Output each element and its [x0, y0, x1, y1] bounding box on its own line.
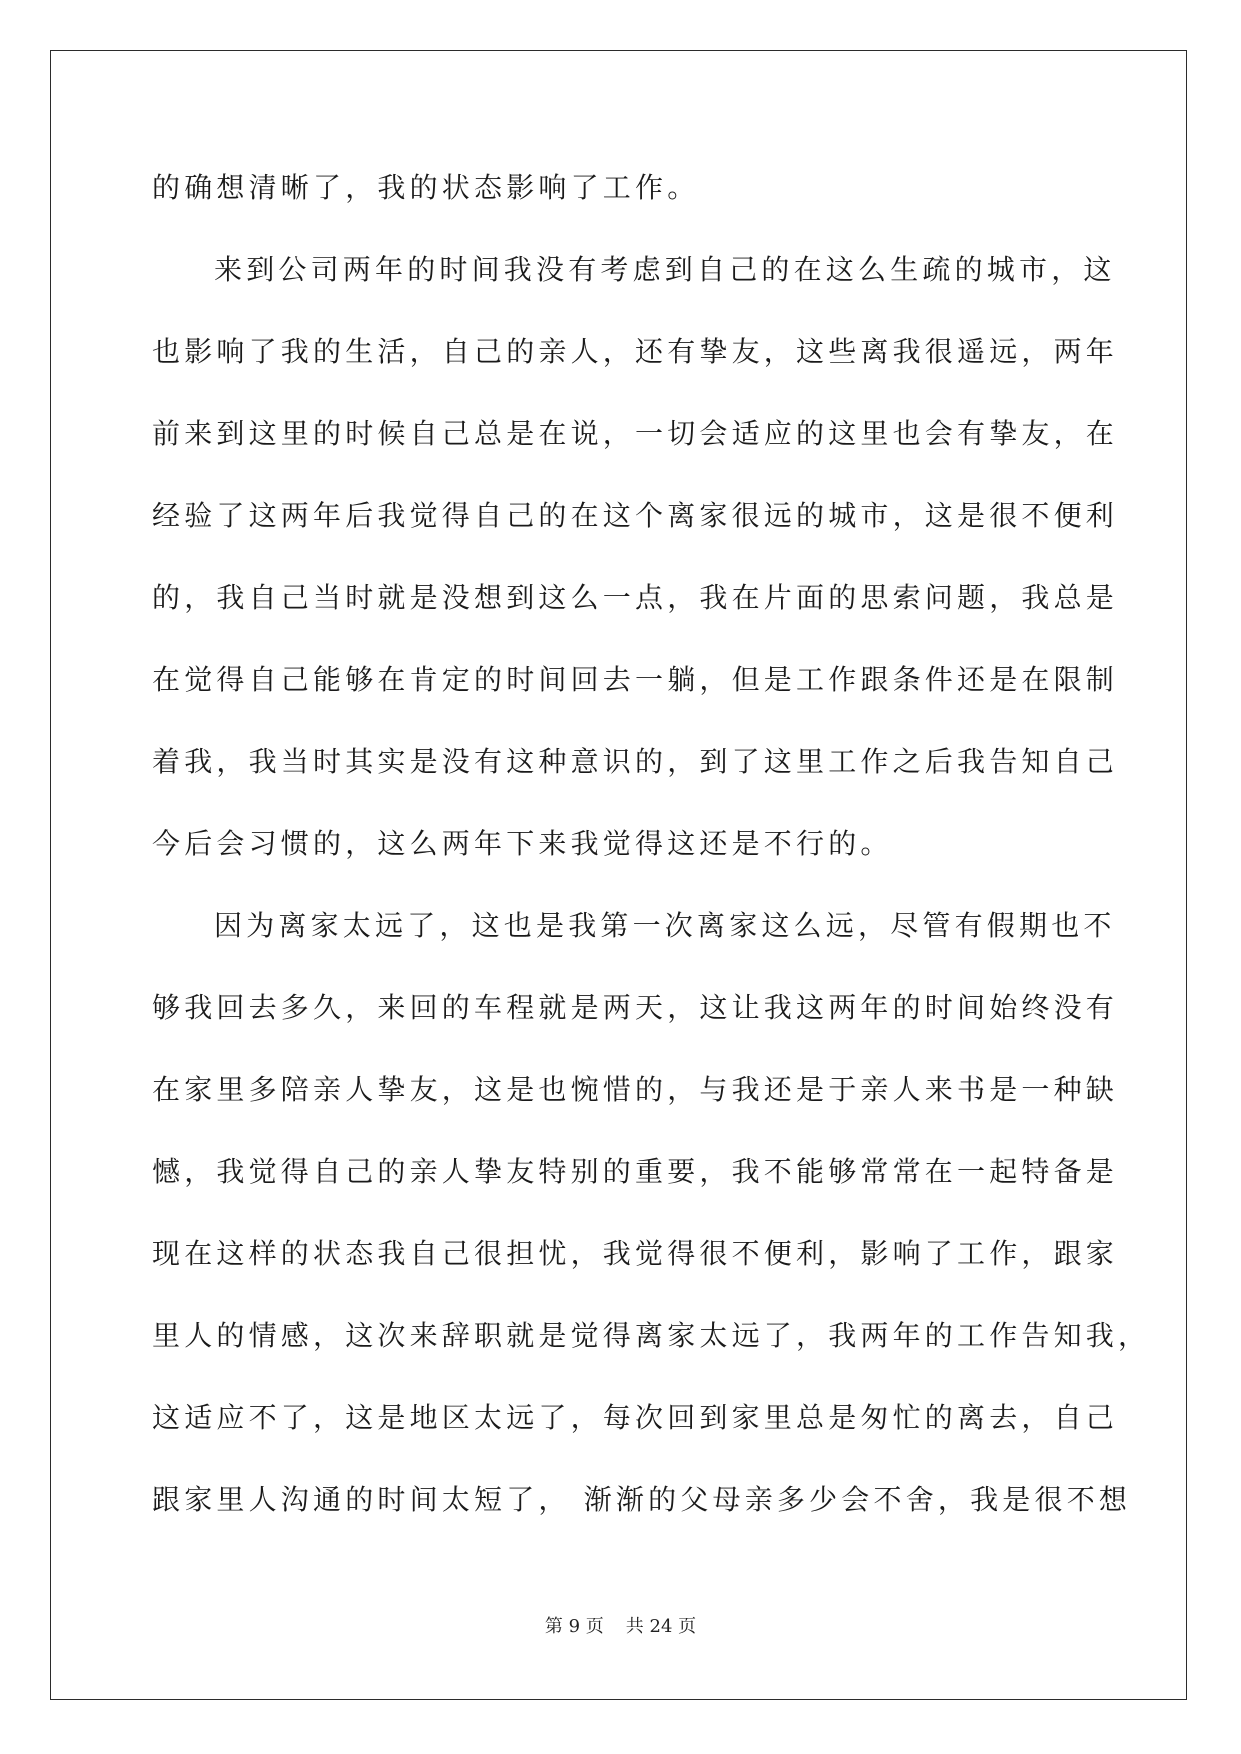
page-number: 第 9 页	[544, 1616, 604, 1637]
text-line: 今后会习惯的，这么两年下来我觉得这还是不行的。	[152, 827, 893, 860]
text-line: 憾，我觉得自己的亲人挚友特别的重要，我不能够常常在一起特备是	[152, 1155, 1119, 1188]
text-line: 的确想清晰了，我的状态影响了工作。	[152, 171, 700, 204]
text-line: 这适应不了，这是地区太远了，每次回到家里总是匆忙的离去，自己	[152, 1401, 1119, 1434]
text-line: 里人的情感，这次来辞职就是觉得离家太远了，我两年的工作告知我，	[152, 1319, 1151, 1352]
page-total: 共 24 页	[625, 1616, 697, 1637]
text-line: 着我，我当时其实是没有这种意识的，到了这里工作之后我告知自己	[152, 745, 1119, 778]
text-line: 也影响了我的生活，自己的亲人，还有挚友，这些离我很遥远，两年	[152, 335, 1119, 368]
text-line: 现在这样的状态我自己很担忧，我觉得很不便利，影响了工作，跟家	[152, 1237, 1119, 1270]
text-line: 前来到这里的时候自己总是在说，一切会适应的这里也会有挚友，在	[152, 417, 1119, 450]
text-line: 来到公司两年的时间我没有考虑到自己的在这么生疏的城市，这	[214, 253, 1116, 286]
text-line: 的，我自己当时就是没想到这么一点，我在片面的思索问题，我总是	[152, 581, 1119, 614]
text-line: 因为离家太远了，这也是我第一次离家这么远，尽管有假期也不	[214, 909, 1116, 942]
text-line: 在家里多陪亲人挚友，这是也惋惜的，与我还是于亲人来书是一种缺	[152, 1073, 1119, 1106]
text-line: 跟家里人沟通的时间太短了， 渐渐的父母亲多少会不舍，我是很不想	[152, 1483, 1132, 1516]
text-line: 够我回去多久，来回的车程就是两天，这让我这两年的时间始终没有	[152, 991, 1119, 1024]
text-line: 在觉得自己能够在肯定的时间回去一躺，但是工作跟条件还是在限制	[152, 663, 1119, 696]
document-body	[152, 158, 1151, 1552]
text-line: 经验了这两年后我觉得自己的在这个离家很远的城市，这是很不便利	[152, 499, 1119, 532]
page-footer	[0, 1612, 1241, 1638]
